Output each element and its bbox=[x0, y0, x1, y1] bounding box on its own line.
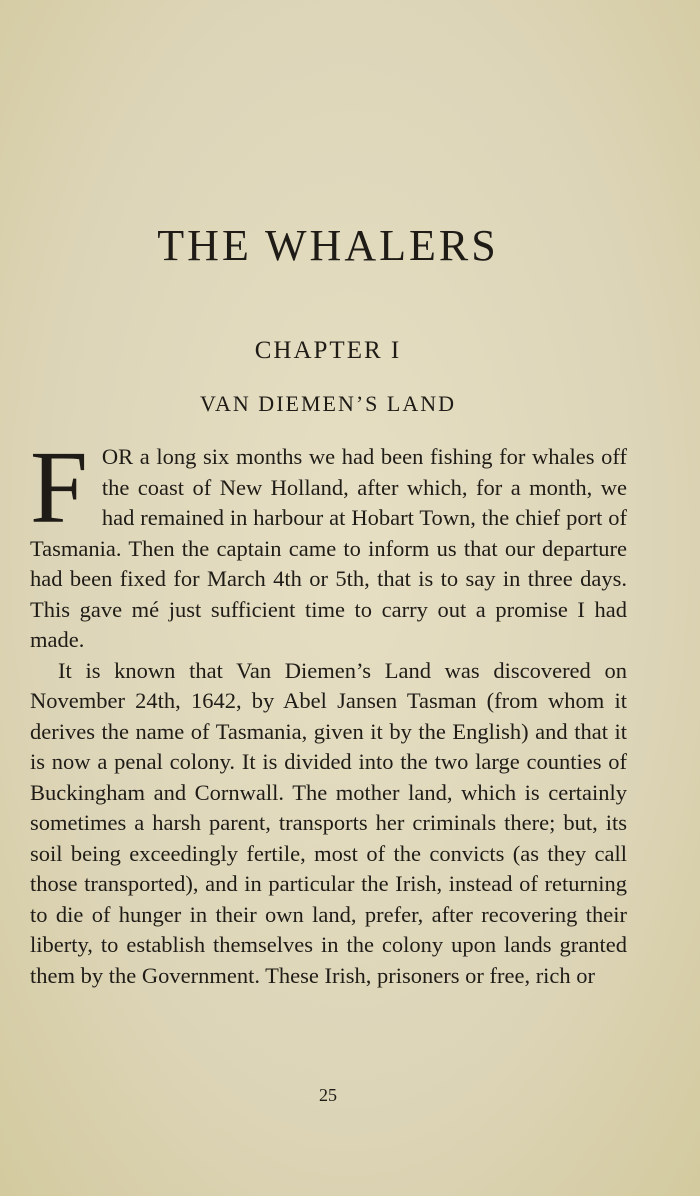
book-title: THE WHALERS bbox=[157, 221, 499, 270]
chapter-title: VAN DIEMEN’S LAND bbox=[199, 391, 457, 416]
paragraph-2-text: It is known that Van Diemen’s Land was discovered on November 24th, 1642, by Abel Jansen Tasman (from whom it derives the name of Tasmania, given it by the English) and that it is now a penal colony. It is divided into the two large counties of Buckingham and Cornwall. The mother land, which is certainly sometimes a harsh parent, transports her criminals there; but, its soil being exceedingly fertile, most of the convicts (as they call those transported), and in particular the Irish, instead of returning to die of hunger in their own land, prefer, after recovering their liberty, to establish themselves in the colony upon lands granted them by the Government. These Irish, prisoners or free, rich or bbox=[30, 657, 627, 988]
drop-cap: F bbox=[30, 430, 88, 545]
page-number: 25 bbox=[319, 1085, 337, 1105]
chapter-number: CHAPTER I bbox=[254, 337, 402, 364]
paragraph-1 bbox=[30, 430, 627, 656]
paragraph-2 bbox=[30, 656, 627, 992]
chapter-body bbox=[30, 430, 627, 991]
paragraph-1-text: OR a long six months we had been fishing for whales off the coast of New Holland, after which, for a month, we had remained in harbour at Hobart Town, the chief port of Tasmania. Then the captain came to inform us that our departure had been fixed for March 4th or 5th, that is to say in three days. This gave mé just sufficient time to carry out a promise I had made. bbox=[30, 444, 627, 652]
